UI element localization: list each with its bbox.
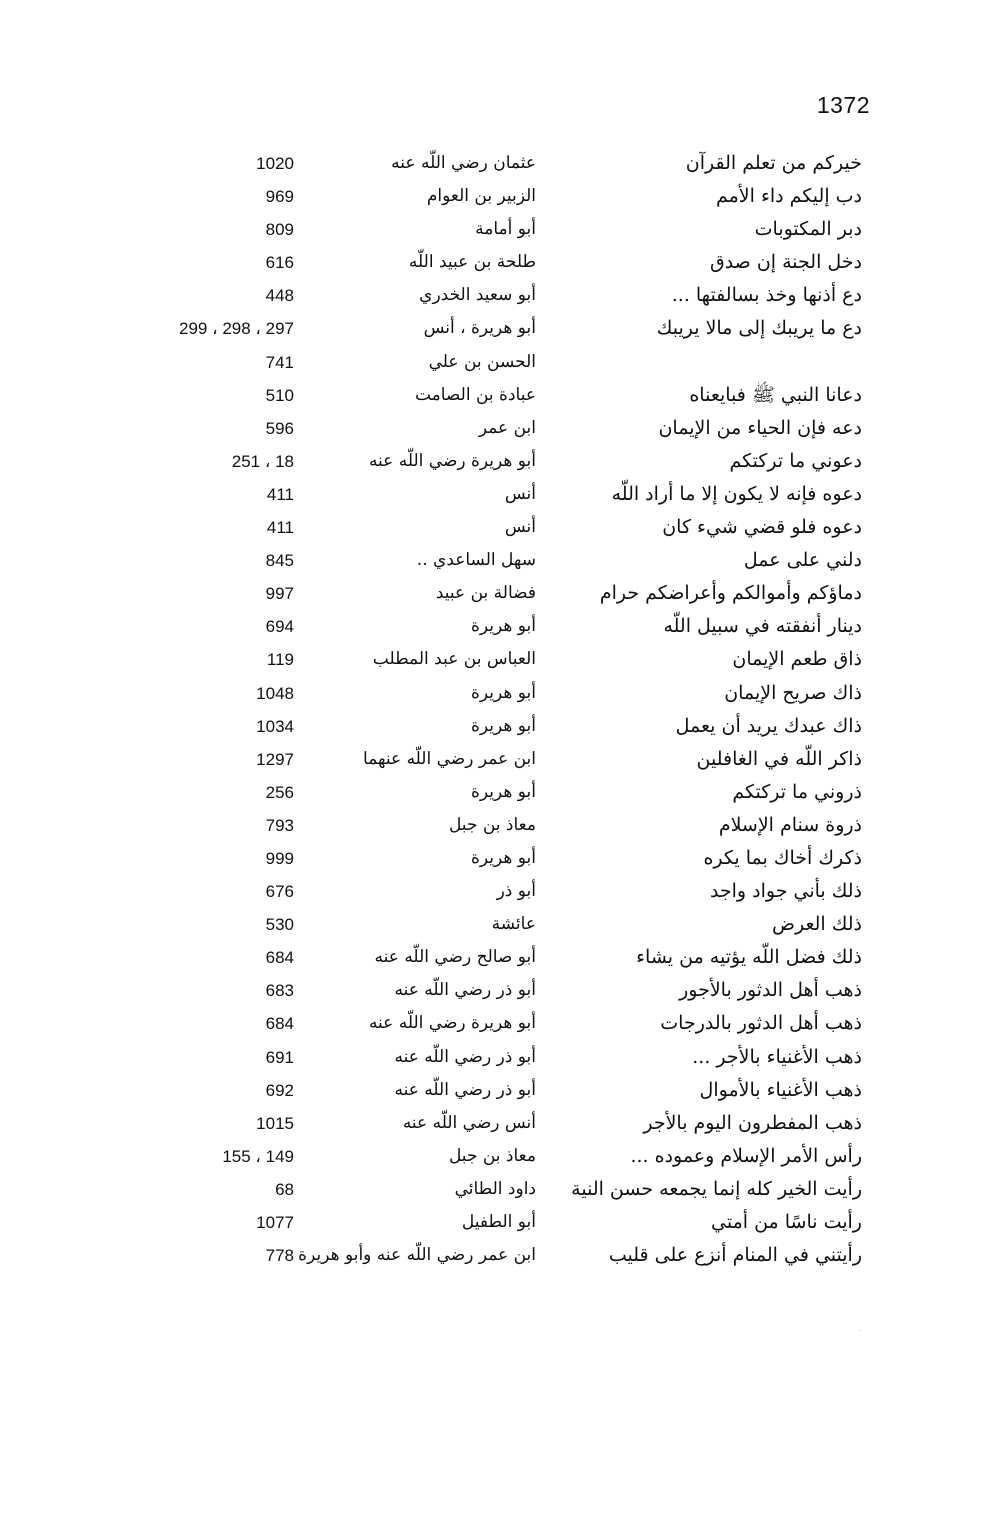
page-reference: 1297 bbox=[256, 749, 294, 769]
page-reference: 845 bbox=[265, 551, 294, 571]
page-reference: 149 ، 155 bbox=[222, 1146, 294, 1166]
index-row bbox=[0, 974, 986, 1007]
page-reference: 741 bbox=[265, 352, 294, 372]
narrator: أبو ذر رضي اللّه عنه bbox=[394, 1079, 536, 1100]
page-reference: 1048 bbox=[256, 683, 294, 703]
index-row bbox=[0, 312, 986, 345]
index-row bbox=[0, 875, 986, 908]
page-reference: 297 ، 298 ، 299 bbox=[179, 319, 294, 339]
hadith-text: دع ما يريبك إلى مالا يريبك bbox=[656, 317, 862, 340]
narrator: أبو هريرة bbox=[470, 616, 536, 637]
index-row bbox=[0, 1140, 986, 1173]
hadith-text: ذهب أهل الدثور بالأجور bbox=[679, 979, 862, 1002]
page-reference: 1020 bbox=[256, 154, 294, 173]
page-reference: 676 bbox=[265, 882, 294, 902]
narrator: سهل الساعدي .. bbox=[416, 550, 536, 571]
hadith-text: دعوني ما تركتكم bbox=[729, 449, 862, 472]
narrator: أنس bbox=[504, 517, 536, 538]
narrator: أبو ذر رضي اللّه عنه bbox=[394, 980, 536, 1001]
hadith-text: رأيت ناسًا من أمتي bbox=[711, 1211, 862, 1233]
index-row bbox=[0, 279, 986, 312]
hadith-text: ذاك صريح الإيمان bbox=[724, 681, 862, 704]
index-row bbox=[0, 908, 986, 941]
index-row bbox=[0, 511, 986, 544]
index-row bbox=[0, 1173, 986, 1206]
hadith-text: ذلك العرض bbox=[772, 913, 862, 936]
page-reference: 684 bbox=[265, 1014, 294, 1034]
narrator: ابن عمر bbox=[478, 417, 536, 438]
hadith-text: ذهب المفطرون اليوم بالأجر bbox=[643, 1111, 862, 1134]
narrator: عبادة بن الصامت bbox=[414, 384, 536, 405]
hadith-text: ذهب الأغنياء بالأجر ... bbox=[692, 1045, 862, 1068]
hadith-text: رأيتني في المنام أنزع على قليب bbox=[608, 1244, 862, 1267]
page-reference: 691 bbox=[265, 1047, 294, 1067]
index-row bbox=[0, 610, 986, 643]
narrator: عائشة bbox=[491, 914, 536, 935]
hadith-text: ذكرك أخاك بما يكره bbox=[703, 846, 862, 869]
index-row bbox=[0, 147, 986, 180]
hadith-text: دلني على عمل bbox=[743, 549, 862, 572]
narrator: أبو أمامة bbox=[475, 219, 536, 240]
index-row bbox=[0, 1206, 986, 1239]
page-reference: 411 bbox=[266, 484, 294, 504]
page-reference: 510 bbox=[265, 385, 294, 405]
page-reference: 1034 bbox=[256, 716, 294, 736]
narrator: فضالة بن عبيد bbox=[435, 583, 536, 604]
index-row bbox=[0, 710, 986, 743]
page-reference: 683 bbox=[265, 981, 294, 1001]
index-row bbox=[0, 743, 986, 776]
narrator: أبو هريرة bbox=[470, 781, 536, 802]
page-reference: 1015 bbox=[256, 1113, 294, 1133]
index-row bbox=[0, 677, 986, 710]
narrator: العباس بن عبد المطلب bbox=[372, 649, 536, 670]
hadith-text: دينار أنفقته في سبيل اللّه bbox=[663, 615, 862, 638]
hadith-text: ذلك فضل اللّه يؤتيه من يشاء bbox=[636, 946, 862, 969]
page-reference: 684 bbox=[265, 948, 294, 968]
page-reference: 694 bbox=[265, 617, 294, 637]
narrator: ابن عمر رضي اللّه عنهما bbox=[363, 748, 536, 769]
index-row bbox=[0, 1107, 986, 1140]
hadith-text: دخل الجنة إن صدق bbox=[709, 251, 862, 274]
page-reference: 18 ، 251 bbox=[231, 451, 294, 471]
index-row bbox=[0, 1007, 986, 1040]
narrator: أنس bbox=[504, 483, 536, 504]
narrator: أبو ذر bbox=[496, 881, 536, 902]
hadith-text: رأس الأمر الإسلام وعموده ... bbox=[630, 1144, 862, 1167]
page-reference: 997 bbox=[265, 584, 294, 604]
index-row bbox=[0, 246, 986, 279]
index-row bbox=[0, 1239, 986, 1272]
index-row bbox=[0, 842, 986, 875]
hadith-text: ذهب أهل الدثور بالدرجات bbox=[660, 1012, 862, 1035]
index-row bbox=[0, 180, 986, 213]
page-reference: 1077 bbox=[256, 1213, 294, 1232]
hadith-text: ذاك عبدك يريد أن يعمل bbox=[675, 714, 862, 737]
page-reference: 530 bbox=[265, 915, 294, 935]
page-reference: 778 bbox=[265, 1246, 294, 1266]
page-reference: 809 bbox=[265, 220, 294, 240]
index-row bbox=[0, 776, 986, 809]
page-reference: 999 bbox=[265, 848, 294, 868]
hadith-text: دعوه فإنه لا يكون إلا ما أراد اللّه bbox=[611, 482, 862, 505]
hadith-text: دب إليكم داء الأمم bbox=[715, 185, 862, 208]
index-row bbox=[0, 1074, 986, 1107]
page-reference: 448 bbox=[265, 286, 294, 306]
hadith-text: دع أذنها وخذ بسالفتها ... bbox=[671, 284, 862, 307]
hadith-text: ذروة سنام الإسلام bbox=[718, 813, 862, 836]
index-row bbox=[0, 478, 986, 511]
index-row bbox=[0, 412, 986, 445]
narrator: عثمان رضي اللّه عنه bbox=[391, 153, 536, 173]
index-row bbox=[0, 445, 986, 478]
index-row bbox=[0, 213, 986, 246]
narrator: أبو ذر رضي اللّه عنه bbox=[394, 1046, 536, 1067]
hadith-text: دماؤكم وأموالكم وأعراضكم حرام bbox=[599, 582, 862, 605]
page-reference: 793 bbox=[265, 815, 294, 835]
narrator: طلحة بن عبيد اللّه bbox=[408, 252, 536, 273]
hadith-text: دعه فإن الحياء من الإيمان bbox=[658, 416, 862, 439]
hadith-text: دبر المكتوبات bbox=[754, 218, 862, 241]
index-row bbox=[0, 643, 986, 676]
page-reference: 68 bbox=[275, 1179, 294, 1199]
hadith-text: ذلك بأني جواد واجد bbox=[709, 880, 862, 903]
index-row bbox=[0, 809, 986, 842]
index-row bbox=[0, 346, 986, 379]
narrator: معاذ بن جبل bbox=[448, 1145, 536, 1166]
index-row bbox=[0, 577, 986, 610]
hadith-text: ذاكر اللّه في الغافلين bbox=[696, 747, 862, 770]
index-row bbox=[0, 941, 986, 974]
narrator: أبو هريرة رضي اللّه عنه bbox=[368, 1013, 536, 1034]
narrator: أبو هريرة bbox=[470, 715, 536, 736]
narrator: الحسن بن علي bbox=[428, 351, 536, 372]
narrator: الزبير بن العوام bbox=[426, 186, 536, 207]
page-number: 1372 bbox=[816, 92, 870, 118]
index-row bbox=[0, 379, 986, 412]
page-reference: 692 bbox=[265, 1080, 294, 1100]
hadith-text: خيركم من تعلم القرآن bbox=[685, 152, 862, 174]
narrator: أبو هريرة ، أنس bbox=[423, 318, 536, 339]
hadith-index-table bbox=[0, 147, 986, 1272]
narrator: أبو هريرة رضي اللّه عنه bbox=[368, 450, 536, 471]
page-reference: 256 bbox=[265, 782, 294, 802]
page-reference: 596 bbox=[265, 418, 294, 438]
hadith-text: ذاق طعم الإيمان bbox=[732, 648, 862, 671]
narrator: أبو صالح رضي اللّه عنه bbox=[374, 947, 536, 968]
page-reference: 969 bbox=[265, 187, 294, 207]
narrator: أبو سعيد الخدري bbox=[419, 285, 536, 306]
narrator: أبو الطفيل bbox=[461, 1212, 536, 1232]
index-row bbox=[0, 544, 986, 577]
hadith-text: دعانا النبي ﷺ فبايعناه bbox=[689, 383, 862, 406]
narrator: ابن عمر رضي اللّه عنه وأبو هريرة bbox=[298, 1245, 536, 1266]
narrator: أنس رضي اللّه عنه bbox=[402, 1112, 536, 1133]
page-reference: 616 bbox=[265, 253, 294, 273]
narrator: معاذ بن جبل bbox=[448, 814, 536, 835]
narrator: داود الطائي bbox=[454, 1178, 536, 1199]
index-row bbox=[0, 1041, 986, 1074]
hadith-text: ذروني ما تركتكم bbox=[732, 780, 862, 803]
scan-speck bbox=[859, 1330, 860, 1331]
page-reference: 411 bbox=[266, 518, 294, 538]
narrator: أبو هريرة bbox=[470, 847, 536, 868]
hadith-text: رأيت الخير كله إنما يجمعه حسن النية bbox=[571, 1177, 862, 1200]
hadith-text: دعوه فلو قضي شيء كان bbox=[662, 516, 862, 539]
page-reference: 119 bbox=[266, 650, 294, 670]
hadith-text: ذهب الأغنياء بالأموال bbox=[699, 1078, 862, 1101]
narrator: أبو هريرة bbox=[470, 682, 536, 703]
